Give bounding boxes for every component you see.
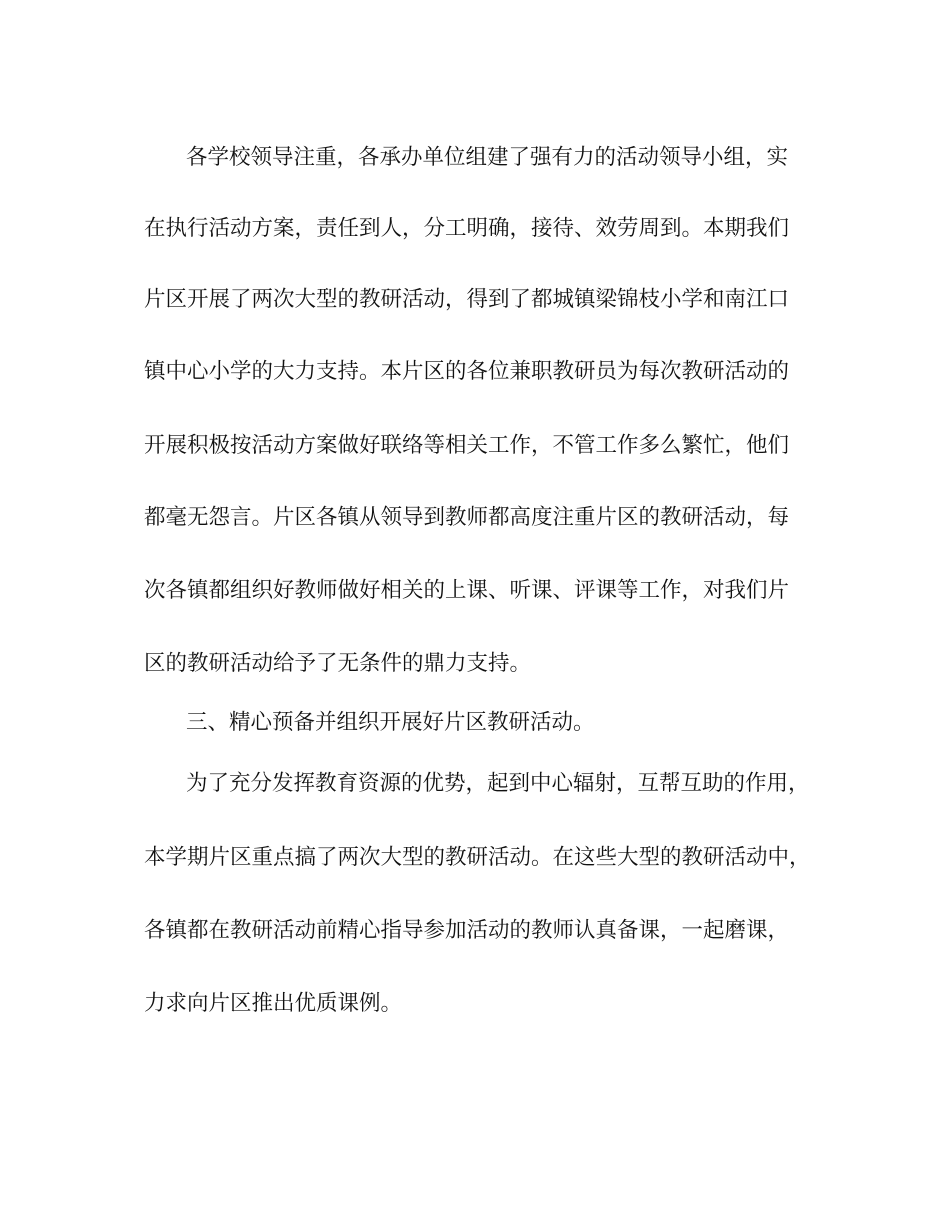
- paragraph-line: 镇中心小学的大力支持。本片区的各位兼职教研员为每次教研活动的: [144, 359, 790, 384]
- paragraph-line: 片区开展了两次大型的教研活动，得到了都城镇梁锦枝小学和南江口: [144, 287, 790, 312]
- paragraph-line: 力求向片区推出优质课例。: [144, 991, 403, 1016]
- paragraph-line: 次各镇都组织好教师做好相关的上课、听课、评课等工作，对我们片: [144, 578, 790, 603]
- paragraph-line: 为了充分发挥教育资源的优势，起到中心辐射，互帮互助的作用，: [186, 771, 810, 796]
- section-heading: 三、精心预备并组织开展好片区教研活动。: [186, 710, 595, 735]
- paragraph-line: 本学期片区重点搞了两次大型的教研活动。在这些大型的教研活动中，: [144, 845, 811, 870]
- paragraph-line: 各学校领导注重，各承办单位组建了强有力的活动领导小组，实: [186, 145, 789, 170]
- paragraph-line: 在执行活动方案，责任到人，分工明确，接待、效劳周到。本期我们: [144, 216, 790, 241]
- paragraph-line: 都毫无怨言。片区各镇从领导到教师都高度注重片区的教研活动，每: [144, 505, 790, 530]
- paragraph-line: 开展积极按活动方案做好联络等相关工作，不管工作多么繁忙，他们: [144, 433, 790, 458]
- paragraph-line: 各镇都在教研活动前精心指导参加活动的教师认真备课，一起磨课，: [144, 918, 790, 943]
- paragraph-line: 区的教研活动给予了无条件的鼎力支持。: [144, 651, 532, 676]
